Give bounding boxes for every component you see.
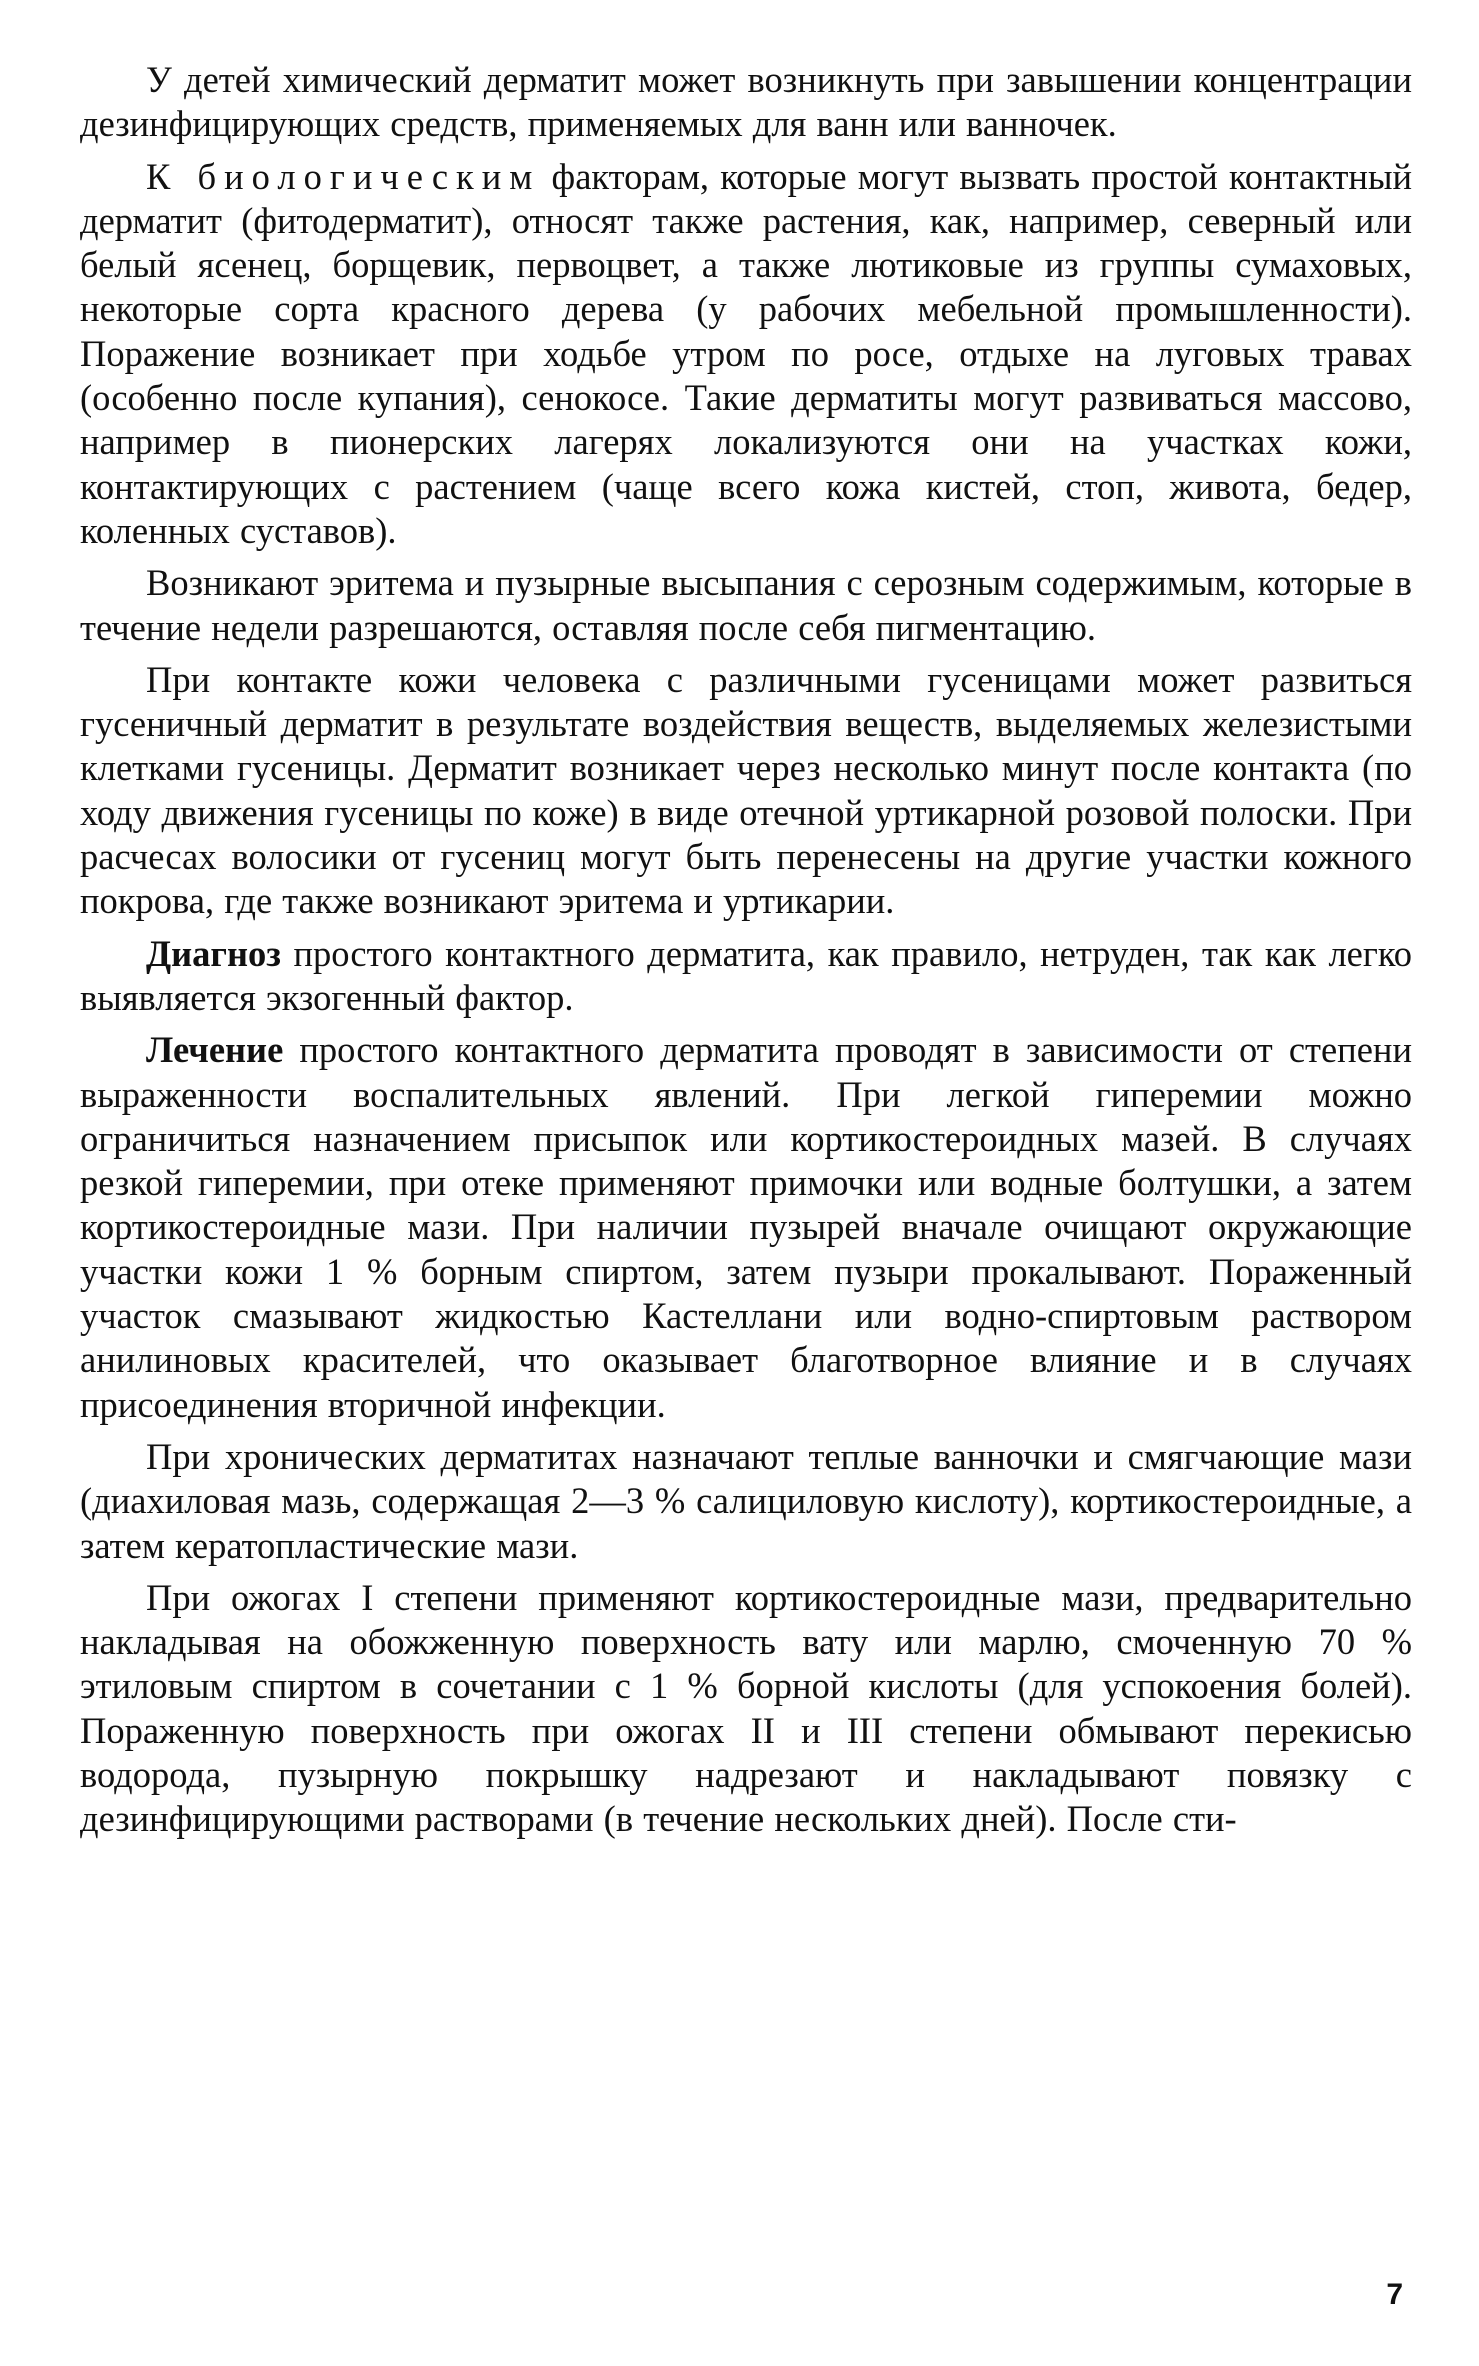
bold-term-treatment: Лечение [146, 1029, 284, 1071]
spaced-term-biological: К биологическим [146, 155, 541, 197]
paragraph-text: При контакте кожи человека с различными гусеницами может развиться гусеничный дерматит в результате воздействия веществ, выделяемых железистыми клетками гусеницы. Дерматит возникает через несколько минут после контакта (по ходу движения гусеницы по коже) в виде отечной уртикарной розовой полоски. При расчесах волосики от гусениц могут быть перенесены на другие участки кожного покрова, где также возникают эритема и уртикарии. [80, 658, 1412, 922]
paragraph-text: простого контактного дерматита проводят в зависимости от степени выраженности воспалительных явлений. При легкой гиперемии можно ограничиться назначением присыпок или кортикостероидных мазей. В случаях резкой гиперемии, при отеке применяют примочки или водные болтушки, а затем кортикостероидные мази. При наличии пузырей вначале очищают окружающие участки кожи 1 % борным спиртом, затем пузыри прокалывают. Пораженный участок смазывают жидкостью Кастеллани или водно-спиртовым раствором анилиновых красителей, что оказывает благотворное влияние и в случаях присоединения вторичной инфекции. [80, 1029, 1412, 1425]
paragraph-text: У детей химический дерматит может возникнуть при завышении концентрации дезинфицирующих средств, применяемых для ванн или ванночек. [80, 59, 1412, 145]
page-number: 7 [1386, 2278, 1403, 2311]
paragraph-burns [80, 1576, 1412, 1842]
text-column [80, 58, 1412, 1850]
paragraph-caterpillar-dermatitis [80, 658, 1412, 924]
bold-term-diagnosis: Диагноз [146, 932, 281, 974]
paragraph-text: При хронических дерматитах назначают теплые ванночки и смягчающие мази (диахиловая мазь, содержащая 2—3 % салициловую кислоту), кортикостероидные, а затем кератопластические мази. [80, 1435, 1412, 1566]
paragraph-erythema [80, 561, 1412, 650]
paragraph-chemical-dermatitis-children [80, 58, 1412, 147]
paragraph-chronic-dermatitis [80, 1435, 1412, 1568]
paragraph-text: факторам, которые могут вызвать простой контактный дерматит (фитодерматит), относят также растения, как, например, северный или белый ясенец, борщевик, первоцвет, а также лютиковые из группы сумаховых, некоторые сорта красного дерева (у рабочих мебельной промышленности). Поражение возникает при ходьбе утром по росе, отдыхе на луговых травах (особенно после купания), сенокосе. Такие дерматиты могут развиваться массово, например в пионерских лагерях локализуются они на участках кожи, контактирующих с растением (чаще всего кожа кистей, стоп, живота, бедер, коленных суставов). [80, 155, 1412, 551]
paragraph-biological-factors [80, 155, 1412, 554]
paragraph-text: простого контактного дерматита, как правило, нетруден, так как легко выявляется экзогенный фактор. [80, 932, 1412, 1018]
paragraph-text: При ожогах I степени применяют кортикостероидные мази, предварительно накладывая на обожженную поверхность вату или марлю, смоченную 70 % этиловым спиртом в сочетании с 1 % борной кислоты (для успокоения болей). Пораженную поверхность при ожогах II и III степени обмывают перекисью водорода, пузырную покрышку надрезают и накладывают повязку с дезинфицирующими растворами (в течение нескольких дней). После сти- [80, 1576, 1412, 1840]
paragraph-diagnosis [80, 932, 1412, 1021]
paragraph-text: Возникают эритема и пузырные высыпания с серозным содержимым, которые в течение недели разрешаются, оставляя после себя пигментацию. [80, 562, 1412, 648]
paragraph-treatment [80, 1028, 1412, 1427]
